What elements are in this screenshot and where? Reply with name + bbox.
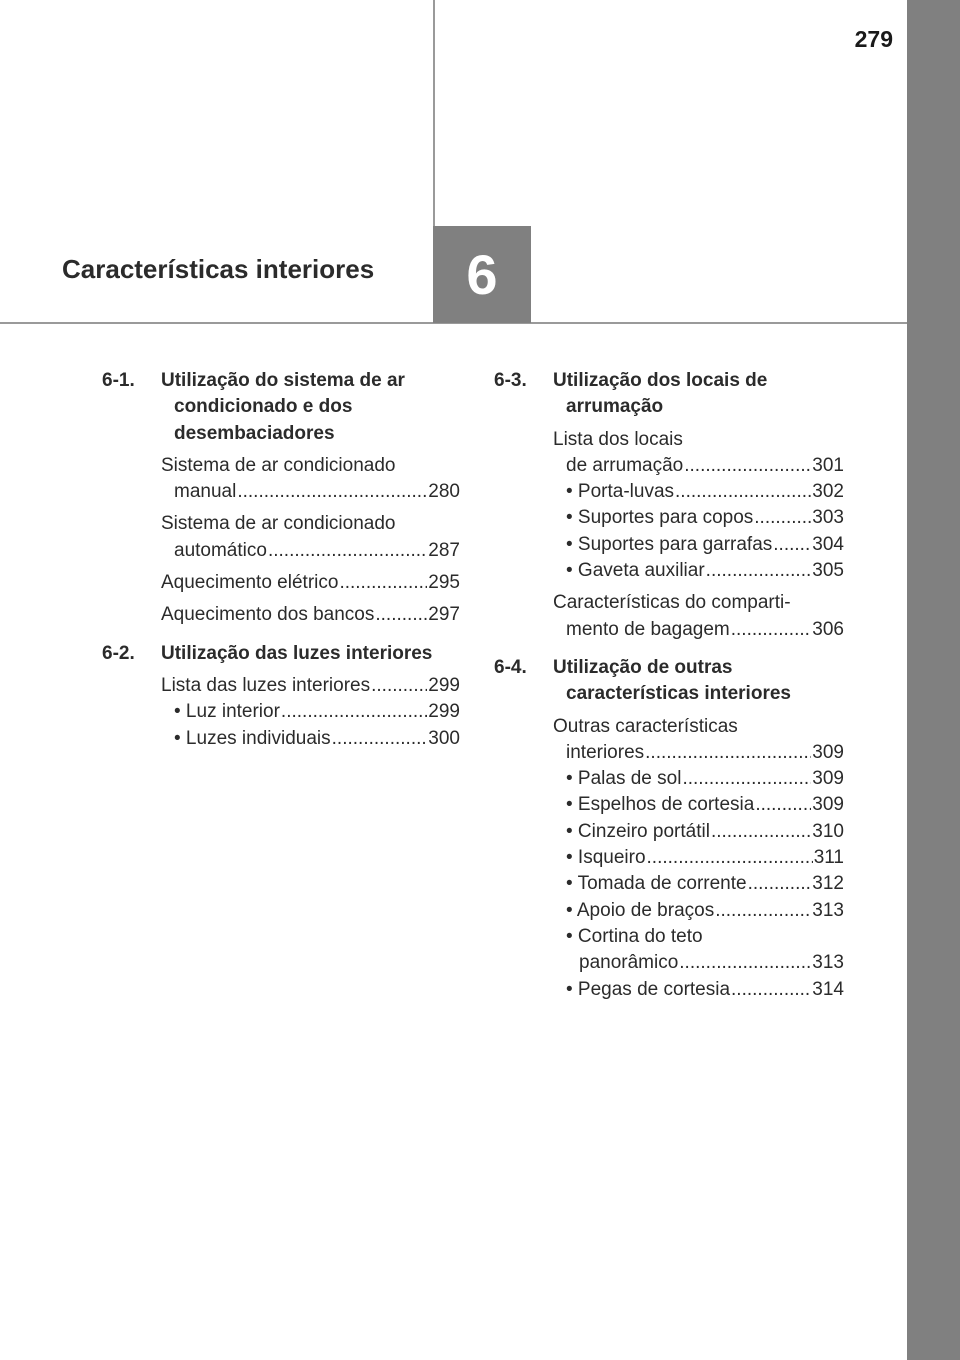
page-ref: 305 xyxy=(812,560,844,582)
page-ref: 309 xyxy=(812,794,844,816)
section-title: Utilização de outras características interiores xyxy=(553,656,791,705)
bullet-entry[interactable] xyxy=(566,505,844,531)
section-heading[interactable] xyxy=(494,655,844,708)
toc-section-6-3 xyxy=(494,368,844,643)
page-ref: 313 xyxy=(812,952,844,974)
toc-entry[interactable] xyxy=(161,570,460,596)
page-ref: 313 xyxy=(812,899,844,921)
dot-leader xyxy=(332,726,428,752)
bullet-entry[interactable] xyxy=(174,726,460,752)
entry-title-line: Sistema de ar condicionado xyxy=(161,454,396,476)
toc-right-column xyxy=(494,368,844,1015)
bullet-entry[interactable] xyxy=(566,766,844,792)
entry-text: • Porta-luvas xyxy=(566,481,675,503)
entry-title-line: Características do comparti- xyxy=(553,592,791,614)
entry-line xyxy=(553,617,844,643)
page-ref: 299 xyxy=(428,674,460,696)
page-number: 279 xyxy=(854,26,893,52)
bullet-entry[interactable] xyxy=(566,977,844,1003)
entry-line xyxy=(161,479,460,505)
entry-text: • Luzes individuais xyxy=(174,727,331,749)
toc-entry[interactable] xyxy=(161,602,460,628)
page-ref: 302 xyxy=(812,481,844,503)
page-ref: 306 xyxy=(812,618,844,640)
entry-text: • Tomada de corrente xyxy=(566,873,747,895)
entry-text: • Suportes para garrafas xyxy=(566,533,773,555)
entry-text: manual xyxy=(174,481,237,503)
entry-text: • Gaveta auxiliar xyxy=(566,560,705,582)
entry-text: • Isqueiro xyxy=(566,847,646,869)
entry-text: interiores xyxy=(566,741,645,763)
entry-title-line: Sistema de ar condicionado xyxy=(161,513,396,535)
bullet-entry[interactable] xyxy=(566,792,844,818)
entry-line xyxy=(553,453,844,479)
dot-leader xyxy=(268,538,427,564)
page-ref: 295 xyxy=(428,572,460,594)
entry-text: Aquecimento elétrico xyxy=(161,572,339,594)
entry-text: • Espelhos de cortesia xyxy=(566,794,755,816)
section-heading[interactable] xyxy=(102,368,460,447)
entry-line xyxy=(566,950,844,976)
page-ref: 311 xyxy=(813,847,844,869)
dot-leader xyxy=(755,792,811,818)
page-ref: 301 xyxy=(812,454,844,476)
page-ref: 309 xyxy=(812,768,844,790)
page-ref: 280 xyxy=(428,481,460,503)
dot-leader xyxy=(237,479,427,505)
dot-leader xyxy=(339,570,427,596)
dot-leader xyxy=(748,871,812,897)
toc-entry[interactable] xyxy=(553,590,844,643)
dot-leader xyxy=(731,977,811,1003)
dot-leader xyxy=(675,479,811,505)
page-ref: 310 xyxy=(812,820,844,842)
bullet-entry[interactable] xyxy=(566,924,844,977)
entry-line xyxy=(161,570,460,596)
dot-leader xyxy=(754,505,811,531)
entry-text: mento de bagagem xyxy=(566,618,730,640)
toc-entry[interactable] xyxy=(161,453,460,506)
page-ref: 303 xyxy=(812,507,844,529)
chapter-title: Características interiores xyxy=(62,254,375,284)
dot-leader xyxy=(679,950,811,976)
toc-section-6-2 xyxy=(102,641,460,752)
page-ref: 312 xyxy=(812,873,844,895)
section-number: 6-2. xyxy=(102,642,135,664)
entry-title-line: • Cortina do teto xyxy=(566,925,703,947)
chapter-number-box: 6 xyxy=(433,226,531,323)
dot-leader xyxy=(715,898,811,924)
section-title: Utilização do sistema de ar condicionado e dos desembaciadores xyxy=(161,370,405,444)
section-title: Utilização dos locais de arrumação xyxy=(553,370,768,418)
entry-text: • Palas de sol xyxy=(566,768,682,790)
page-ref: 309 xyxy=(812,741,844,763)
entry-title-line: Lista dos locais xyxy=(553,428,683,450)
page-ref: 314 xyxy=(812,978,844,1000)
entry-text: automático xyxy=(174,539,267,561)
chapter-side-tab xyxy=(907,0,960,1360)
entry-text: • Suportes para copos xyxy=(566,507,754,529)
bullet-entry[interactable] xyxy=(174,699,460,725)
entry-text: • Apoio de braços xyxy=(566,899,715,921)
entry-text: • Cinzeiro portátil xyxy=(566,820,710,842)
bullet-entry[interactable] xyxy=(566,479,844,505)
entry-line xyxy=(161,673,460,699)
vertical-rule xyxy=(433,0,435,226)
bullet-entry[interactable] xyxy=(566,845,844,871)
page-ref: 300 xyxy=(428,727,460,749)
dot-leader xyxy=(773,532,811,558)
toc-left-column xyxy=(102,368,460,764)
section-heading[interactable] xyxy=(102,641,460,667)
toc-entry[interactable] xyxy=(553,714,844,1003)
entry-text: de arrumação xyxy=(566,454,684,476)
section-number: 6-4. xyxy=(494,656,527,678)
dot-leader xyxy=(706,558,812,584)
page-ref: 297 xyxy=(428,604,460,626)
toc-section-6-1 xyxy=(102,368,460,629)
dot-leader xyxy=(375,602,427,628)
page-ref: 304 xyxy=(812,533,844,555)
section-number: 6-3. xyxy=(494,370,527,391)
dot-leader xyxy=(684,453,811,479)
toc-entry[interactable] xyxy=(161,673,460,752)
page-ref: 299 xyxy=(428,701,460,723)
entry-line xyxy=(161,538,460,564)
entry-text: panorâmico xyxy=(579,952,679,974)
dot-leader xyxy=(731,617,812,643)
bullet-list xyxy=(553,479,844,584)
bullet-list xyxy=(553,766,844,1003)
bullet-entry[interactable] xyxy=(566,532,844,558)
dot-leader xyxy=(682,766,811,792)
bullet-entry[interactable] xyxy=(566,558,844,584)
bullet-list xyxy=(161,699,460,752)
bullet-entry[interactable] xyxy=(566,819,844,845)
page-ref: 287 xyxy=(428,539,460,561)
toc-entry[interactable] xyxy=(553,427,844,585)
dot-leader xyxy=(645,740,811,766)
dot-leader xyxy=(711,819,811,845)
entry-text: • Pegas de cortesia xyxy=(566,978,731,1000)
entry-line xyxy=(553,740,844,766)
entry-text: Aquecimento dos bancos xyxy=(161,604,375,626)
toc-section-6-4 xyxy=(494,655,844,1003)
section-title: Utilização das luzes interiores xyxy=(161,642,433,664)
entry-line xyxy=(161,602,460,628)
bullet-entry[interactable] xyxy=(566,898,844,924)
section-number: 6-1. xyxy=(102,370,135,391)
dot-leader xyxy=(371,673,427,699)
dot-leader xyxy=(281,699,427,725)
bullet-entry[interactable] xyxy=(566,871,844,897)
toc-entry[interactable] xyxy=(161,511,460,564)
entry-text: • Luz interior xyxy=(174,701,280,723)
entry-title-line: Outras características xyxy=(553,715,738,737)
section-heading[interactable] xyxy=(494,368,844,421)
entry-text: Lista das luzes interiores xyxy=(161,674,371,696)
dot-leader xyxy=(647,845,813,871)
